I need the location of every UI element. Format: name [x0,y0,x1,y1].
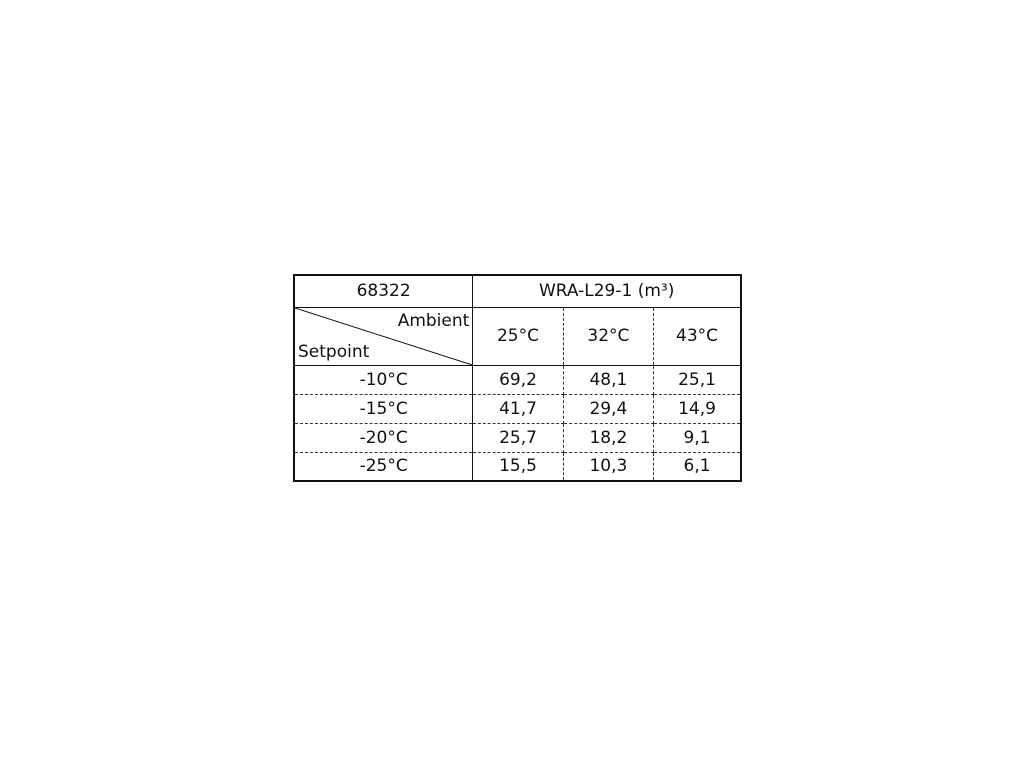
corner-label-setpoint: Setpoint [298,341,370,362]
table-header-row [294,275,741,307]
ambient-header-1: 25°C [473,307,563,365]
model-header: WRA-L29-1 (m³) [473,275,741,307]
value-cell: 29,4 [563,394,653,423]
table-row [294,394,741,423]
table-row [294,423,741,452]
value-cell: 48,1 [563,365,653,394]
table-row [294,452,741,481]
value-cell: 18,2 [563,423,653,452]
value-cell: 25,1 [654,365,741,394]
corner-label-ambient: Ambient [397,310,470,331]
value-cell: 25,7 [473,423,563,452]
setpoint-cell: -15°C [294,394,473,423]
ambient-header-2: 32°C [563,307,653,365]
value-cell: 9,1 [654,423,741,452]
corner-cell [294,307,473,365]
value-cell: 10,3 [563,452,653,481]
value-cell: 6,1 [683,456,711,477]
ambient-header-3: 43°C [654,307,741,365]
ambient-header-row [294,307,741,365]
product-code: 68322 [294,275,473,307]
setpoint-cell: -10°C [294,365,473,394]
value-cell: 41,7 [473,394,563,423]
volume-spec-table [293,274,742,482]
setpoint-cell: -25°C [294,452,473,481]
value-cell: 15,5 [473,452,563,481]
setpoint-cell: -20°C [294,423,473,452]
value-cell: 14,9 [654,394,741,423]
table-row [294,365,741,394]
value-cell: 69,2 [473,365,563,394]
